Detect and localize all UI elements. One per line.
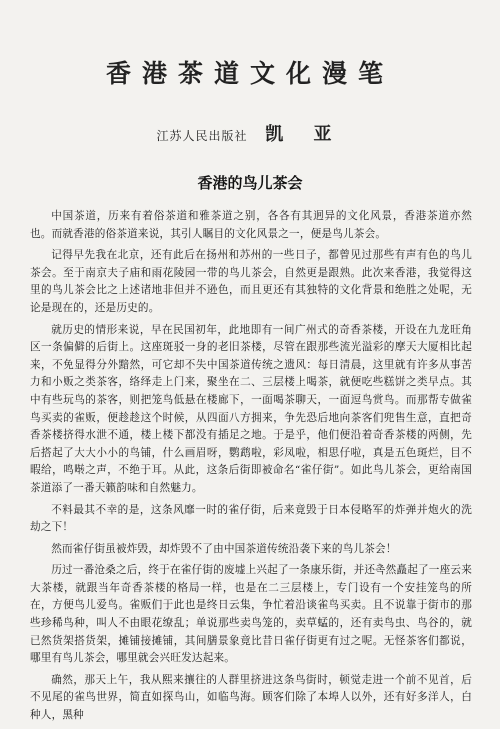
paragraph: 就历史的情形来说，早在民国初年，此地即有一间广州式的奇香茶楼，开设在九龙旺角区一条偏僻的后街上。这座斑驳一身的老旧茶楼，尽管在跟那些流光溢彩的摩天大厦相比起来，不免显得分外黯然，可它却不失中国茶道传统之遗风：每日清晨，这里就有许多从事苦力和小贩之类茶客，络绎走上门来，聚坐在二、三层楼上喝茶，就便吃些糕饼之类早点。其中有些玩鸟的茶客，则把笼鸟低悬在楼廊下，一面喝茶聊天，一面逗鸟赏鸟。而那帮专做雀鸟买卖的雀贩，便趁趁这个时候，从四面八方拥来，争先恐后地向茶客们兜售生意，直把奇香茶楼挤得水泄不通，楼上楼下都没有插足之地。于是乎，他们便沿着奇香茶楼的两侧，先后搭起了大大小小的鸟铺，什么画眉呀，鹦鹉啦，彩凤啦，相思仔啦，真是五色斑烂，目不暇给，鸣啭之声，不绝于耳。从此，这条后街即被命名“雀仔街”。如此鸟儿茶会，更给南国茶道添了一番天籁韵味和自然魅力。 <box>30 323 472 494</box>
publisher-name: 江苏人民出版社 <box>156 129 248 143</box>
byline <box>0 120 500 146</box>
paragraph: 不料最其不幸的是，这条风靡一时的雀仔街，后来竟毁于日本侵略军的炸弹并炮火的洗劫之下！ <box>30 503 472 534</box>
paragraph: 中国茶道，历来有着俗茶道和雅茶道之别，各各有其迥异的文化风景，香港茶道亦然也。而就香港的俗茶道来说，其引人瞩目的文化风景之一，便是鸟儿茶会。 <box>30 210 472 240</box>
paragraph: 记得早先我在北京，还有此后在扬州和苏州的一些日子，都曾见过那些有声有色的鸟儿茶会。至于南京夫子庙和雨花陵园一带的鸟儿茶会，自然更是跟熟。此次来香港，我觉得这里的鸟儿茶会比之上述诸地非但并不逊色，而且更还有其独特的文化背景和绝胜之处呢，无论是现在的，还是历史的。 <box>30 249 472 314</box>
paragraph: 然而雀仔街虽被炸毁，却炸毁不了由中国茶道传统沿袭下来的鸟儿茶会！ <box>51 542 397 555</box>
book-title: 香港茶道文化漫笔 <box>105 59 394 88</box>
paragraph: 历过一番沧桑之后，终于在雀仔街的废墟上兴起了一条康乐街，并还촉然矗起了一座云来大茶楼，就跟当年奇香茶楼的格局一样，也是在二三层楼上，专门设有一个安挂笼鸟的所在，方便鸟儿爱鸟。雀贩们于此也是终日云集，争忙着沿谈雀鸟买卖。且不说靠于街市的那些珍稀鸟种，叫人不由眼花缭乱；单说那些卖鸟笼的，卖草蜢的，还有卖鸟虫、鸟谷的，就已然货架搭货架，摊铺接摊铺，其间膳景象竟比昔日雀仔街更有过之呢。无怪茶客们都说，哪里有鸟儿茶会，哪里就会兴旺发达起来。 <box>30 564 472 665</box>
paragraph: 确然，那天上午，我从熙来攘往的人群里挤进这条鸟街时，顿觉走进一个前不见首，后不见尾的雀鸟世界，简直如探鸟山，如临鸟海。顾客们除了本埠人以外，还有好多洋人，白种人，黑种 <box>30 673 472 722</box>
article-body <box>30 208 472 729</box>
author-name: 凯 亚 <box>265 124 344 145</box>
section-title: 香港的鸟儿茶会 <box>197 174 303 192</box>
